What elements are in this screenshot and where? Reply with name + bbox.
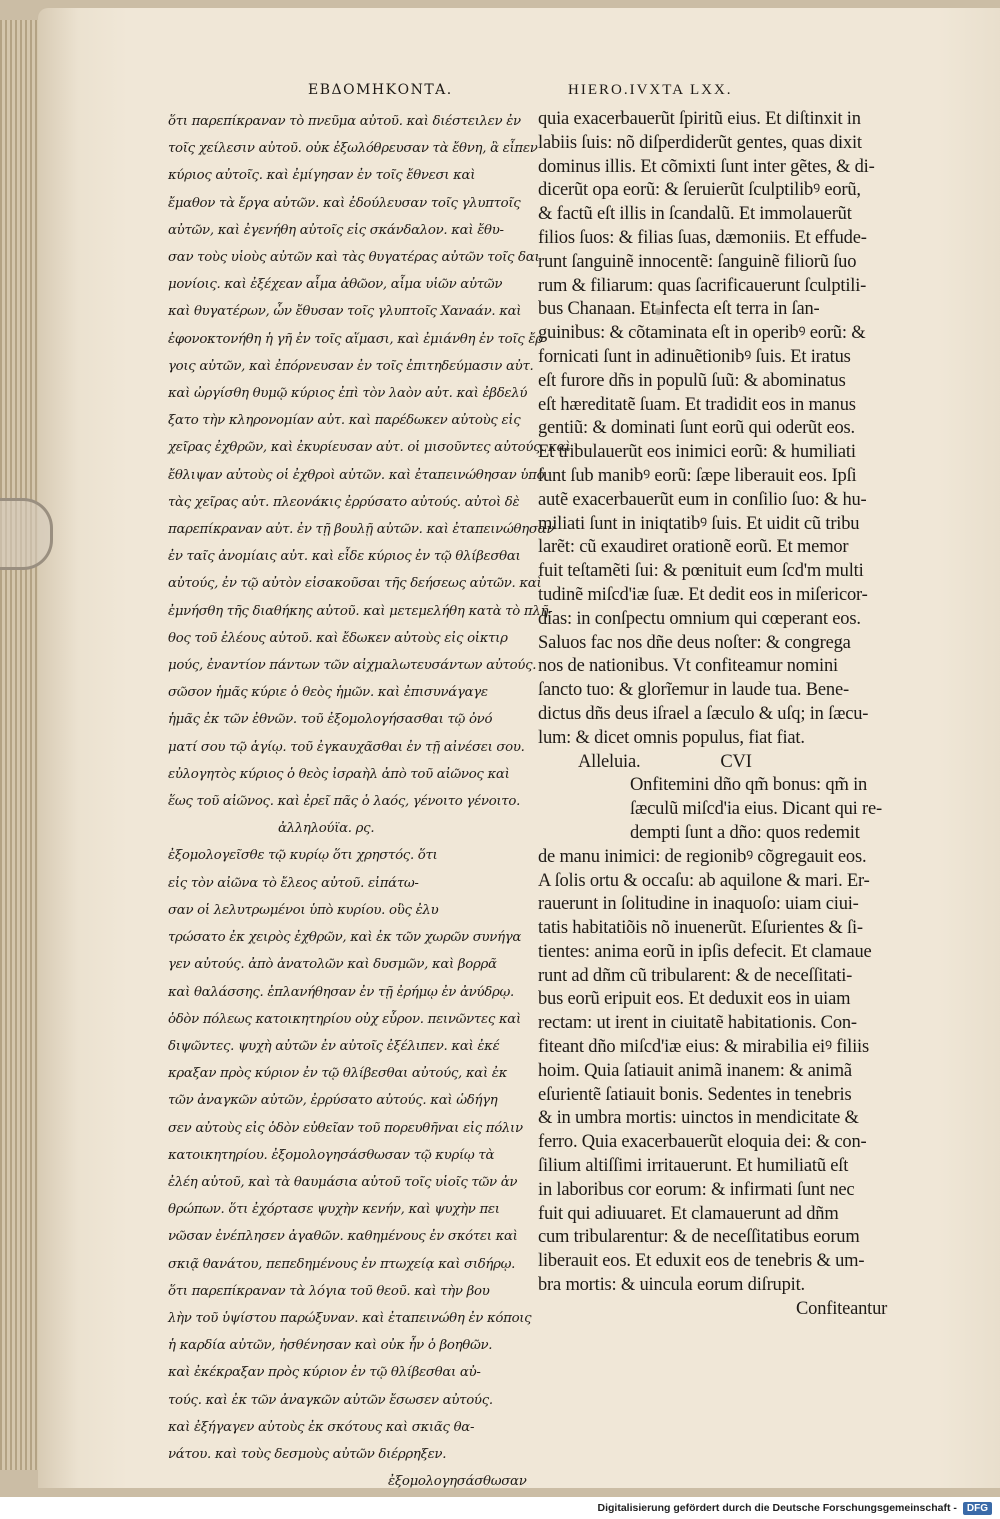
greek-psalm-title: ἀλληλούϊα. ρς. <box>278 821 375 837</box>
latin-line: fuit qui adiuuaret. Et clamauerunt ad dñm <box>538 1203 839 1224</box>
greek-line: ἡμᾶς ἐκ τῶν ἐθνῶν. τοῦ ἐξομολογήσασθαι τῷ ὀνό <box>168 712 493 728</box>
latin-line: tatis habitatiõis nõ inuenerũt. Eſurientes & ſi- <box>538 918 863 939</box>
greek-line: εἰς τὸν αἰῶνα τὸ ἔλεος αὐτοῦ. εἰπάτω- <box>168 875 419 891</box>
latin-line: filios ſuos: & filias ſuas, dæmoniis. Et effude- <box>538 227 867 248</box>
greek-line: τὰς χεῖρας αὐτ. πλεονάκις ἐρρύσατο αὐτούς. αὐτοὶ δὲ <box>168 494 520 510</box>
greek-line: ἔθλιψαν αὐτοὺς οἱ ἐχθροὶ αὐτῶν. καὶ ἐταπεινώθησαν ὑπὸ <box>168 467 545 483</box>
latin-line: tudinẽ miſcd'iæ ſuæ. Et dedit eos in miſericor- <box>538 584 868 605</box>
greek-line: νάτου. καὶ τοὺς δεσμοὺς αὐτῶν διέρρηξεν. <box>168 1446 447 1462</box>
greek-line: εὐλογητὸς κύριος ὁ θεὸς ἰσραὴλ ἀπὸ τοῦ αἰῶνος καὶ <box>168 766 510 782</box>
dfg-logo: DFG <box>963 1502 992 1515</box>
latin-line: bra mortis: & uincula eorum diſrupit. <box>538 1275 805 1296</box>
greek-line: θος τοῦ ἐλέους αὐτοῦ. καὶ ἔδωκεν αὐτοὺς εἰς οἰκτιρ <box>168 630 508 646</box>
latin-line: dicerũt opa eorũ: & ſeruierũt ſculptilibꝰ eorũ, <box>538 180 861 201</box>
greek-line: καὶ ἐκέκραξαν πρὸς κύριον ἐν τῷ θλίβεσθαι αὐ- <box>168 1365 481 1381</box>
latin-line: Onfitemini dño qm̃ bonus: qm̃ in <box>630 775 868 796</box>
latin-psalm-heading <box>538 751 908 775</box>
greek-line: ματί σου τῷ ἁγίῳ. τοῦ ἐγκαυχᾶσθαι ἐν τῇ αἰνέσει σου. <box>168 739 525 755</box>
latin-line: tientes: anima eorũ in ipſis defecit. Et clamaue <box>538 941 872 962</box>
greek-line: ὁδὸν πόλεως κατοικητηρίου οὐχ εὗρον. πεινῶντες καὶ <box>168 1011 521 1027</box>
latin-line: & factũ eſt illis in ſcandalũ. Et immolauerũt <box>538 204 852 225</box>
latin-text-block-1 <box>538 108 908 751</box>
latin-line: bus eorũ eripuit eos. Et deduxit eos in uiam <box>538 989 851 1010</box>
greek-line: γεν αὐτούς. ἀπὸ ἀνατολῶν καὶ δυσμῶν, καὶ βορρᾶ <box>168 957 497 973</box>
latin-line: ſilium altiſſimi irritauerunt. Et humiliatũ eſt <box>538 1156 849 1177</box>
greek-line: χεῖρας ἐχθρῶν, καὶ ἐκυρίευσαν αὐτ. οἱ μισοῦντες αὐτούς. καὶ <box>168 440 571 456</box>
greek-line: τοῖς χείλεσιν αὐτοῦ. οὐκ ἐξωλόθρευσαν τὰ ἔθνη, ἃ εἶπεν <box>168 141 538 157</box>
latin-line: lum: & dicet omnis populus, fiat fiat. <box>538 727 805 748</box>
latin-line: fornicati ſunt in adinuẽtionibꝰ ſuis. Et iratus <box>538 346 851 367</box>
latin-line: quia exacerbauerũt ſpiritũ eius. Et diſtinxit in <box>538 109 861 129</box>
latin-line: liberauit eos. Et eduxit eos de tenebris & um- <box>538 1251 865 1272</box>
greek-line: ὅτι παρεπίκραναν τὸ πνεῦμα αὐτοῦ. καὶ διέστειλεν ἐν <box>168 114 521 129</box>
latin-line: runt ad dñm cũ tribularent: & de neceſſitati- <box>538 965 853 986</box>
digitization-footer <box>0 1497 1000 1519</box>
latin-line: rauerunt in ſolitudine in inaquoſo: uiam ciui- <box>538 894 859 915</box>
latin-line: dempti ſunt a dño: quos redemit <box>630 822 860 843</box>
greek-line: σῶσον ἡμᾶς κύριε ὁ θεὸς ἡμῶν. καὶ ἐπισυνάγαγε <box>168 685 488 701</box>
latin-line: eſt hæreditatẽ ſuam. Et tradidit eos in manus <box>538 394 856 415</box>
latin-line: gentiũ: & dominati ſunt eorũ qui oderũt eos. <box>538 418 855 439</box>
greek-line: διψῶντες. ψυχὴ αὐτῶν ἐν αὐτοῖς ἐξέλιπεν. καὶ ἐκέ <box>168 1038 500 1054</box>
greek-line: παρεπίκραναν αὐτ. ἐν τῇ βουλῇ αὐτῶν. καὶ ἐταπεινώθησαν <box>168 522 555 538</box>
latin-line: eſurientẽ ſatiauit bonis. Sedentes in tenebris <box>538 1084 852 1105</box>
greek-line: κατοικητηρίου. ἐξομολογησάσθωσαν τῷ κυρίῳ τὰ <box>168 1147 495 1163</box>
latin-line: nos de nationibus. Vt confiteamur nomini <box>538 656 838 677</box>
latin-line: ſæculũ miſcd'ia eius. Dicant qui re- <box>630 799 882 820</box>
greek-line: καὶ ὠργίσθη θυμῷ κύριος ἐπὶ τὸν λαὸν αὐτ. καὶ ἐβδελύ <box>168 386 528 402</box>
latin-line: hoim. Quia ſatiauit animã inanem: & animã <box>538 1060 852 1081</box>
greek-line: ἔμαθον τὰ ἔργα αὐτῶν. καὶ ἐδούλευσαν τοῖς γλυπτοῖς <box>168 195 521 211</box>
latin-line: cum tribularentur: & de neceſſitatibus eorum <box>538 1227 860 1248</box>
greek-line: αὐτούς, ἐν τῷ αὐτὸν εἰσακοῦσαι τῆς δεήσεως αὐτῶν. καὶ <box>168 576 542 592</box>
greek-line: αὐτῶν, καὶ ἐγενήθη αὐτοῖς εἰς σκάνδαλον. καὶ ἔθυ- <box>168 222 504 238</box>
greek-line: ἐφονοκτονήθη ἡ γῆ ἐν τοῖς αἵμασι, καὶ ἐμιάνθη ἐν τοῖς ἔρ <box>168 331 543 347</box>
latin-line: rum & filiarum: quas ſacrificauerunt ſculptili- <box>538 275 867 296</box>
latin-line: eſt furore dñs in populũ ſuũ: & abominatus <box>538 370 846 391</box>
footer-credit-text: Digitalisierung gefördert durch die Deutsche Forschungsgemeinschaft - <box>597 1502 957 1514</box>
greek-line: νῶσαν ἐνέπλησεν ἀγαθῶν. καθημένους ἐν σκότει καὶ <box>168 1229 518 1245</box>
latin-line: ſancto tuo: & glorĩemur in laude tua. Bene- <box>538 680 849 701</box>
latin-line: fiteant dño miſcd'iæ eius: & mirabilia eiꝰ filiis <box>538 1037 869 1058</box>
greek-text-block-2 <box>168 842 532 1468</box>
greek-line: κραξαν πρὸς κύριον ἐν τῷ θλίβεσθαι αὐτούς, καὶ ἐκ <box>168 1066 508 1082</box>
latin-column <box>538 108 908 1322</box>
latin-line: miliati ſunt in iniqtatibꝰ ſuis. Et uidit cũ tribu <box>538 513 860 534</box>
greek-line: ἐξομολογεῖσθε τῷ κυρίῳ ὅτι χρηστός. ὅτι <box>168 848 438 864</box>
greek-line: ἕως τοῦ αἰῶνος. καὶ ἐρεῖ πᾶς ὁ λαός, γένοιτο γένοιτο. <box>168 794 520 810</box>
greek-column <box>168 108 571 1495</box>
latin-line: A ſolis ortu & occaſu: ab aquilone & mari. Er- <box>538 870 870 891</box>
greek-line: ὅτι παρεπίκραναν τὰ λόγια τοῦ θεοῦ. καὶ τὴν βου <box>168 1283 490 1299</box>
greek-line: ἐλέη αὐτοῦ, καὶ τὰ θαυμάσια αὐτοῦ τοῖς υἱοῖς τῶν ἀν <box>168 1174 518 1190</box>
greek-catchword: ἐξομολογησάσθωσαν <box>388 1474 527 1490</box>
latin-alleluia: Alleluia. <box>578 751 641 772</box>
latin-line: Saluos fac nos dñe deus noſter: & congrega <box>538 632 851 653</box>
greek-text-block-1 <box>168 108 571 815</box>
paper-clip-shape <box>0 498 53 570</box>
greek-line: καὶ θυγατέρων, ὧν ἔθυσαν τοῖς γλυπτοῖς Χαναάν. καὶ <box>168 304 522 320</box>
latin-text-block-2 <box>538 846 908 1298</box>
greek-line: τρώσατο ἐκ χειρὸς ἐχθρῶν, καὶ ἐκ τῶν χωρῶν συνήγα <box>168 930 522 946</box>
latin-line: autẽ exacerbauerũt eum in conſilio ſuo: & hu- <box>538 489 867 510</box>
latin-line: dominus illis. Et cõmixti ſunt inter gẽtes, & di- <box>538 156 875 177</box>
latin-psalm-number: CVI <box>720 751 752 772</box>
greek-line: γοις αὐτῶν, καὶ ἐπόρνευσαν ἐν τοῖς ἐπιτηδεύμασιν αὐτ. <box>168 358 534 374</box>
greek-line: μονίοις. καὶ ἐξέχεαν αἷμα ἀθῶον, αἷμα υἱῶν αὐτῶν <box>168 277 503 293</box>
latin-line: dias: in conſpectu omnium qui cœperant eos. <box>538 608 861 629</box>
latin-line: runt ſanguinẽ innocentẽ: ſanguinẽ filiorũ ſuo <box>538 251 857 272</box>
greek-line: τούς. καὶ ἐκ τῶν ἀναγκῶν αὐτῶν ἔσωσεν αὐτούς. <box>168 1392 493 1408</box>
latin-line: larẽt: cũ exaudiret orationẽ eorũ. Et memor <box>538 537 849 558</box>
greek-line: ἐμνήσθη τῆς διαθήκης αὐτοῦ. καὶ μετεμελήθη κατὰ τὸ πλῆ- <box>168 603 553 619</box>
latin-line: in laboribus cor eorum: & infirmati ſunt nec <box>538 1179 855 1200</box>
greek-line: σκιᾷ θανάτου, πεπεδημένους ἐν πτωχείᾳ καὶ σιδήρῳ. <box>168 1256 516 1272</box>
latin-line: ſunt ſub manibꝰ eorũ: ſæpe liberauit eos. Ipſi <box>538 465 857 486</box>
greek-line: σεν αὐτοὺς εἰς ὁδὸν εὐθεῖαν τοῦ πορευθῆναι εἰς πόλιν <box>168 1120 523 1136</box>
latin-line: guinibus: & cõtaminata eſt in operibꝰ eorũ: & <box>538 323 866 344</box>
latin-line: dictus dñs deus iſrael a ſæculo & uſq; in ſæcu- <box>538 703 869 724</box>
running-head-greek: ΕΒΔΟΜΗΚΟΝΤΑ. <box>308 82 453 98</box>
greek-line: λὴν τοῦ ὑψίστου παρώξυναν. καὶ ἐταπεινώθη ἐν κόποις <box>168 1310 532 1326</box>
greek-line: ἡ καρδία αὐτῶν, ἠσθένησαν καὶ οὐκ ἦν ὁ βοηθῶν. <box>168 1338 493 1354</box>
greek-line: ἐν ταῖς ἀνομίαις αὐτ. καὶ εἶδε κύριος ἐν τῷ θλίβεσθαι <box>168 549 521 565</box>
greek-line: καὶ ἐξήγαγεν αὐτοὺς ἐκ σκότους καὶ σκιᾶς θα- <box>168 1419 475 1435</box>
greek-line: σαν τοὺς υἱοὺς αὐτῶν καὶ τὰς θυγατέρας αὐτῶν τοῖς δαι <box>168 250 540 266</box>
latin-line: ferro. Quia exacerbauerũt eloquia dei: & con- <box>538 1132 867 1153</box>
running-head-latin: HIERO.IVXTA LXX. <box>568 82 733 98</box>
latin-line: labiis ſuis: nõ diſperdiderũt gentes, quas dixit <box>538 132 862 153</box>
latin-line: fuit teſtamẽti ſui: & pœnituit eum ſcd'm multi <box>538 561 864 582</box>
greek-line: κύριος αὐτοῖς. καὶ ἐμίγησαν ἐν τοῖς ἔθνεσι καὶ <box>168 168 476 184</box>
latin-line: & in umbra mortis: uinctos in mendicitate & <box>538 1108 859 1129</box>
greek-line: καὶ θαλάσσης. ἐπλανήθησαν ἐν τῇ ἐρήμῳ ἐν ἀνύδρῳ. <box>168 984 514 1000</box>
greek-line: τῶν ἀναγκῶν αὐτῶν, ἐρρύσατο αὐτούς. καὶ ὡδήγη <box>168 1093 498 1109</box>
greek-line: μούς, ἐναντίον πάντων τῶν αἰχμαλωτευσάντων αὐτούς. <box>168 658 537 674</box>
latin-line: Et tribulauerũt eos inimici eorũ: & humiliati <box>538 442 856 463</box>
book-page-edges <box>0 20 38 1470</box>
latin-line: de manu inimici: de regionibꝰ cõgregauit eos. <box>538 846 867 867</box>
greek-line: σαν οἱ λελυτρωμένοι ὑπὸ κυρίου. οὓς ἐλυ <box>168 902 439 918</box>
greek-line: θρώπων. ὅτι ἐχόρτασε ψυχὴν κενήν, καὶ ψυχὴν πει <box>168 1202 500 1218</box>
latin-indented-block <box>538 774 908 845</box>
latin-catchword: Confiteantur <box>796 1298 888 1319</box>
latin-line: rectam: ut irent in ciuitatẽ habitationis. Con- <box>538 1013 857 1034</box>
greek-line: ξατο τὴν κληρονομίαν αὐτ. καὶ παρέδωκεν αὐτοὺς εἰς <box>168 413 521 429</box>
latin-line: bus Chanaan. Et infecta eſt terra in ſan- <box>538 299 820 320</box>
